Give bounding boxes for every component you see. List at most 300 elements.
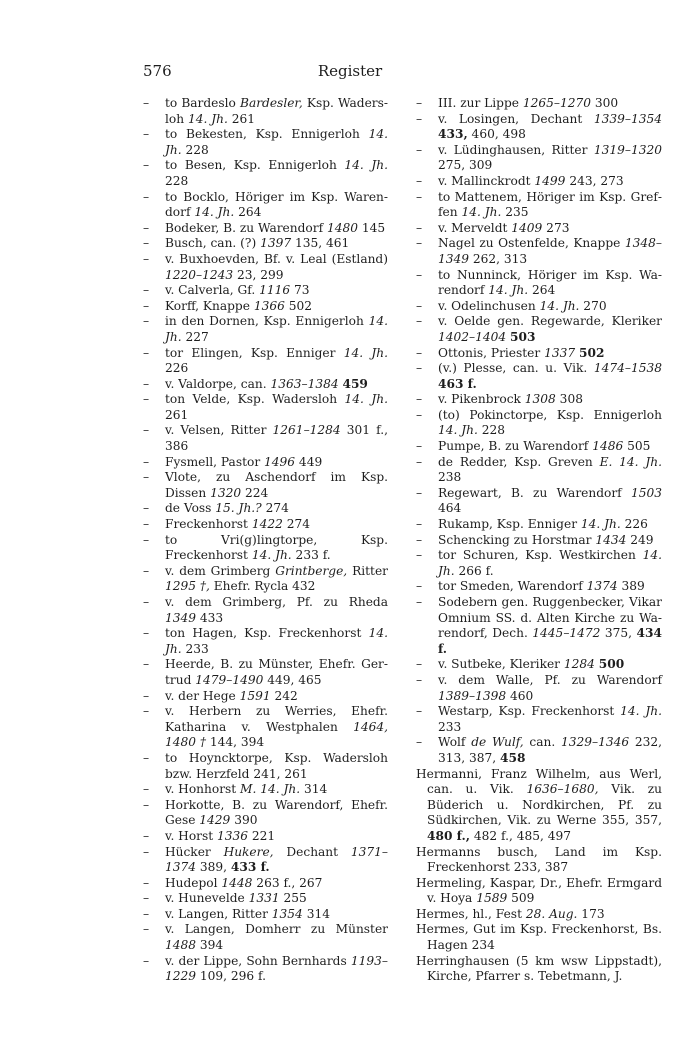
entry-dash: – [143, 704, 150, 719]
index-subentry [143, 595, 388, 626]
entry-text: tor Elingen, Ksp. Enniger [165, 345, 344, 360]
entry-bold-ref: 433 f. [230, 860, 270, 875]
entry-text: to Nunninck, Höriger im Ksp. Warendorf [438, 267, 662, 298]
entry-dash: – [416, 189, 423, 204]
entry-text: tor Smeden, Warendorf [438, 579, 587, 594]
index-subentry [416, 408, 662, 439]
index-subentry [143, 346, 388, 377]
entry-text: 242 [270, 688, 298, 703]
entry-italic-text: E. 14. Jh. [599, 454, 662, 469]
entry-italic-text: 1503 [630, 485, 662, 500]
entry-dash: – [416, 345, 423, 360]
index-subentry [416, 657, 662, 673]
entry-text: v. Calverla, Gf. [165, 283, 260, 298]
entry-dash: – [416, 173, 423, 188]
index-entry [416, 954, 662, 985]
entry-text: 264 [528, 283, 556, 298]
entry-text: v. Pikenbrock [438, 392, 525, 407]
entry-dash: – [143, 563, 150, 578]
entry-text: Dechant [273, 844, 351, 859]
index-subentry [143, 501, 388, 517]
index-entry [416, 767, 662, 845]
entry-text: 509 [507, 891, 535, 906]
entry-italic-text: 14. Jh. [165, 626, 388, 656]
entry-bold-ref: 434 f. [438, 626, 662, 656]
page-number: 576 [143, 62, 172, 80]
index-subentry [416, 190, 662, 221]
entry-dash: – [143, 844, 150, 859]
entry-dash: – [143, 423, 150, 438]
entry-text: v. dem Grimberg, Pf. zu Rheda [165, 595, 388, 609]
entry-italic-text: 14. Jh. [251, 548, 292, 563]
entry-text: Hermeling, Kaspar, Dr., Ehefr. Ermgard v. Hoya [416, 875, 662, 906]
entry-text: 228 [165, 173, 189, 188]
entry-text: 273 [542, 220, 570, 235]
index-subentry [143, 252, 388, 283]
entry-text: v. Herbern zu Werries, Ehefr. Katharina v. Westphalen [165, 704, 388, 734]
entry-text: de Redder, Ksp. Greven [438, 454, 600, 469]
entry-text: 224 [241, 485, 269, 500]
entry-dash: – [143, 127, 150, 142]
entry-text: 238 [438, 470, 462, 485]
entry-text: 314 [300, 782, 328, 797]
entry-bold-ref: 503 [510, 329, 536, 344]
index-subentry [416, 314, 662, 345]
entry-italic-text: 1349 [165, 610, 197, 625]
entry-italic-text: 1363–1384 [270, 376, 339, 391]
index-subentry [143, 377, 388, 393]
entry-text: tor Schuren, Ksp. Westkirchen [438, 548, 643, 563]
entry-dash: – [143, 96, 150, 110]
index-subentry [143, 829, 388, 845]
index-subentry [416, 112, 662, 143]
entry-text: Hermes, hl., Fest [416, 906, 526, 921]
entry-text: to Bardeslo [165, 96, 240, 110]
entry-text: 270 [579, 298, 607, 313]
entry-text: 274 [282, 517, 310, 532]
entry-text: Ritter [347, 563, 388, 578]
entry-italic-text: 14. Jh. [165, 127, 388, 157]
entry-italic-text: 1486 [592, 439, 624, 454]
index-subentry [143, 891, 388, 907]
index-subentry [416, 439, 662, 455]
entry-dash: – [143, 953, 150, 968]
index-subentry [143, 190, 388, 221]
index-subentry [143, 96, 388, 127]
index-subentry [143, 533, 388, 564]
entry-text: to Besen, Ksp. Ennigerloh [165, 158, 345, 173]
index-subentry [416, 673, 662, 704]
entry-dash: – [143, 657, 150, 672]
index-subentry [143, 798, 388, 829]
entry-text: v. dem Grimberg [165, 563, 276, 578]
entry-text: v. Oelde gen. Regewarde, Kleriker [438, 314, 662, 329]
entry-text: 375, [600, 626, 637, 641]
entry-text: can. [523, 735, 561, 750]
index-subentry [416, 517, 662, 533]
index-subentry [416, 346, 662, 362]
entry-text: 482 f., 485, 497 [469, 828, 571, 843]
entry-text: 243, 273 [565, 173, 624, 188]
entry-text: v. Lüdinghausen, Ritter [438, 142, 594, 157]
entry-text: Hermes, Gut im Ksp. Freckenhorst, Bs. Hagen 234 [416, 922, 662, 953]
index-subentry [416, 735, 662, 766]
entry-text: Sodebern gen. Ruggenbecker, Vikar Omnium SS. d. Alten Kirche zu Warendorf, Dech. [438, 595, 662, 641]
entry-italic-text: 1295 †, [165, 579, 210, 594]
entry-text: v. Horst [165, 828, 218, 843]
entry-text: v. Sutbeke, Kleriker [438, 657, 564, 672]
entry-dash: – [416, 142, 423, 157]
entry-text: Herringhausen (5 km wsw Lippstadt), Kirche, Pfarrer s. Tebetmann, J. [416, 953, 662, 984]
entry-dash: – [143, 828, 150, 843]
entry-italic-text: 1499 [534, 173, 566, 188]
entry-text: Hermanni, Franz Wilhelm, aus Werl, can. u. Vik. [416, 766, 662, 797]
index-column-left [143, 96, 388, 985]
index-entry [416, 876, 662, 907]
entry-italic-text: 1366 [253, 298, 285, 313]
index-subentry [143, 283, 388, 299]
entry-italic-text: 1429 [199, 813, 231, 828]
entry-text: v. Losingen, Dechant [438, 111, 594, 126]
entry-italic-text: 1261–1284 [272, 423, 341, 438]
entry-bold-ref: 463 f. [438, 376, 477, 391]
entry-dash: – [143, 236, 150, 251]
entry-dash: – [416, 672, 423, 687]
index-subentry [416, 143, 662, 174]
entry-dash: – [416, 298, 423, 313]
index-subentry [416, 595, 662, 657]
index-subentry [143, 922, 388, 953]
entry-italic-text: 1448 [221, 875, 253, 890]
entry-text: 109, 296 f. [196, 969, 267, 984]
entry-text: Heerde, B. zu Münster, Ehefr. Gertrud [165, 657, 388, 687]
entry-text: 314 [302, 906, 330, 921]
entry-text: to Mattenem, Höriger im Ksp. Greffen [438, 189, 662, 220]
entry-dash: – [143, 189, 150, 204]
entry-text: 449, 465 [263, 672, 322, 687]
entry-italic-text: 14. Jh. [344, 158, 388, 173]
index-subentry [143, 751, 388, 782]
entry-dash: – [143, 906, 150, 921]
entry-bold-ref: 458 [500, 750, 526, 765]
entry-text: v. Mallinckrodt [438, 173, 535, 188]
entry-text: 394 [196, 938, 224, 953]
entry-dash: – [416, 485, 423, 500]
index-subentry [416, 299, 662, 315]
index-subentry [143, 299, 388, 315]
entry-text: 263 f., 267 [252, 875, 323, 890]
index-subentry [416, 96, 662, 112]
entry-dash: – [143, 688, 150, 703]
entry-dash: – [143, 298, 150, 313]
entry-text: v. Langen, Domherr zu Münster [165, 922, 388, 937]
entry-italic-text: M. 14. Jh. [240, 782, 301, 797]
entry-italic-text: 1220–1243 [165, 267, 234, 282]
entry-text: Rukamp, Ksp. Enniger [438, 517, 581, 532]
entry-text: 226 [620, 517, 648, 532]
entry-bold-ref: 433, [438, 127, 468, 142]
entry-text: 300 [590, 96, 619, 110]
entry-dash: – [416, 595, 423, 609]
index-subentry [416, 392, 662, 408]
entry-italic-text: 1409 [511, 220, 543, 235]
entry-dash: – [416, 454, 423, 469]
entry-italic-text: 14. Jh. [438, 423, 478, 438]
entry-dash: – [416, 735, 423, 750]
entry-text: 505 [623, 439, 651, 454]
entry-italic-text: 1339–1354 [593, 111, 662, 126]
index-subentry [143, 657, 388, 688]
entry-italic-text: 14. Jh. [620, 704, 662, 719]
entry-italic-text: 1464, 1480 † [165, 719, 388, 750]
entry-italic-text: de Wulf, [471, 735, 524, 750]
entry-italic-text: 1397 [260, 236, 292, 251]
entry-text: 23, 299 [233, 267, 284, 282]
entry-dash: – [143, 782, 150, 797]
entry-italic-text: 14. Jh. [461, 205, 502, 220]
index-subentry [143, 221, 388, 237]
index-subentry [143, 392, 388, 423]
index-subentry [143, 455, 388, 471]
entry-bold-ref: 459 [342, 376, 368, 391]
entry-italic-text: 1116 [259, 283, 291, 298]
entry-dash: – [416, 548, 423, 563]
entry-text: 228 [477, 423, 506, 438]
index-subentry [143, 517, 388, 533]
entry-dash: – [416, 220, 423, 235]
entry-italic-text: 14. Jh. [580, 517, 621, 532]
entry-text: Westarp, Ksp. Freckenhorst [438, 704, 621, 719]
entry-text: v. Honhorst [165, 782, 241, 797]
entry-text: 232, 313, 387, [438, 735, 662, 765]
entry-text: v. Merveldt [438, 220, 512, 235]
entry-text: 255 [279, 891, 307, 906]
entry-italic-text: 15. Jh.? [215, 501, 262, 516]
entry-italic-text: 1265–1270 [522, 96, 591, 110]
entry-dash: – [416, 657, 423, 672]
entry-text: 433 [196, 610, 224, 625]
entry-italic-text: 1496 [264, 454, 296, 469]
index-subentry [416, 236, 662, 267]
entry-dash: – [416, 236, 423, 251]
entry-italic-text: 1389–1398 [438, 688, 507, 703]
entry-dash: – [416, 96, 423, 110]
entry-dash: – [143, 470, 150, 485]
entry-italic-text: 1371–1374 [165, 844, 389, 875]
entry-dash: – [143, 501, 150, 516]
entry-dash: – [416, 439, 423, 454]
entry-italic-text: 1329–1346 [560, 735, 630, 750]
entry-text: 145 [358, 220, 386, 235]
index-column-right [416, 96, 662, 985]
entry-text: 233 f. [291, 548, 331, 563]
entry-italic-text: 1434 [595, 532, 627, 547]
entry-text: 173 [577, 906, 605, 921]
entry-italic-text: 1480 [326, 220, 358, 235]
entry-italic-text: 1636–1680, [526, 782, 599, 797]
index-subentry [416, 221, 662, 237]
entry-text: v. der Hege [165, 688, 240, 703]
index-subentry [143, 470, 388, 501]
entry-text: Regewart, B. zu Warendorf [438, 485, 631, 500]
entry-text: 228 [181, 142, 209, 157]
entry-text: v. Odelinchusen [438, 298, 540, 313]
entry-italic-text: 1402–1404 [438, 329, 507, 344]
index-subentry [416, 268, 662, 299]
index-subentry [143, 626, 388, 657]
entry-text: 301 f., 386 [165, 423, 388, 454]
index-subentry [416, 579, 662, 595]
entry-dash: – [416, 361, 423, 376]
entry-text: 460 [506, 688, 534, 703]
entry-text: to Bocklo, Höriger im Ksp. Warendorf [165, 189, 388, 220]
entry-text: Vlote, zu Aschendorf im Ksp. Dissen [165, 470, 388, 500]
entry-italic-text: 1474–1538 [593, 361, 662, 376]
entry-text: de Voss [165, 501, 216, 516]
entry-italic-text: 1336 [217, 828, 249, 843]
entry-text: v. Hunevelde [165, 891, 249, 906]
entry-italic-text: 1591 [239, 688, 271, 703]
entry-italic-text: 1354 [271, 906, 303, 921]
index-subentry [143, 782, 388, 798]
entry-text: Korff, Knappe [165, 298, 254, 313]
index-subentry [143, 314, 388, 345]
entry-dash: – [143, 376, 150, 391]
entry-text: Vik. zu Büderich u. Nordkirchen, Pf. zu Südkirchen, Vik. zu Werne 355, 357, [427, 782, 663, 828]
entry-text: 144, 394 [205, 735, 265, 750]
entry-italic-text: 14. Jh. [165, 314, 388, 344]
entry-dash: – [416, 579, 423, 594]
entry-dash: – [143, 922, 150, 937]
entry-bold-ref: 480 f., [427, 828, 470, 843]
entry-italic-text: 1319–1320 [593, 142, 662, 157]
entry-italic-text: Grintberge, [275, 563, 348, 578]
entry-text: Wolf [438, 735, 472, 750]
entry-text: 266 f. [454, 563, 494, 578]
entry-text: 233 [438, 719, 462, 734]
entry-text: in den Dornen, Ksp. Ennigerloh [165, 314, 369, 329]
entry-text: Horkotte, B. zu Warendorf, Ehefr. Gese [165, 797, 388, 828]
entry-dash: – [143, 891, 150, 906]
entry-dash: – [416, 704, 423, 719]
entry-italic-text: 14. Jh. [343, 345, 388, 360]
entry-dash: – [143, 220, 150, 235]
entry-text: Ehefr. Rycla 432 [209, 579, 316, 594]
entry-text: Freckenhorst [165, 517, 252, 532]
entry-text: 460, 498 [467, 127, 526, 142]
entry-dash: – [143, 532, 150, 547]
entry-dash: – [416, 314, 423, 329]
entry-dash: – [416, 267, 423, 282]
entry-text: 261 [165, 407, 189, 422]
entry-dash: – [143, 158, 150, 173]
entry-italic-text: 14. Jh. [488, 283, 529, 298]
entry-text: v. Langen, Ritter [165, 906, 272, 921]
entry-italic-text: 1374 [586, 579, 618, 594]
entry-dash: – [143, 392, 150, 407]
entry-text: 502 [284, 298, 312, 313]
entry-text: 464 [438, 501, 462, 516]
entry-text: Ksp. Wadersloh [165, 96, 388, 126]
entry-dash: – [416, 392, 423, 407]
entry-dash: – [416, 532, 423, 547]
entry-text: 73 [290, 283, 310, 298]
index-subentry [416, 548, 662, 579]
entry-dash: – [143, 454, 150, 469]
entry-italic-text: Hukere, [223, 844, 274, 859]
entry-italic-text: Bardesler, [240, 96, 303, 110]
entry-text: 449 [295, 454, 323, 469]
entry-italic-text: 1348–1349 [438, 236, 662, 266]
index-subentry [143, 564, 388, 595]
entry-text: to Bekesten, Ksp. Ennigerloh [165, 127, 369, 142]
entry-text: 275, 309 [438, 158, 493, 173]
entry-text: v. Velsen, Ritter [165, 423, 273, 438]
entry-italic-text: 1308 [524, 392, 556, 407]
entry-text: Fysmell, Pastor [165, 454, 265, 469]
entry-italic-text: 14. Jh. [539, 298, 580, 313]
entry-text: Ottonis, Priester [438, 345, 545, 360]
entry-text: v. der Lippe, Sohn Bernhards [165, 953, 351, 968]
entry-dash: – [416, 111, 423, 126]
entry-text: 389, [196, 860, 231, 875]
running-head: Register [317, 62, 383, 80]
entry-text: (to) Pokinctorpe, Ksp. Ennigerloh [438, 407, 662, 422]
index-subentry [143, 954, 388, 985]
index-subentry [143, 704, 388, 751]
index-subentry [416, 704, 662, 735]
entry-dash: – [143, 314, 150, 329]
entry-text: Nagel zu Ostenfelde, Knappe [438, 236, 625, 251]
index-entry [416, 845, 662, 876]
entry-text: v. dem Walle, Pf. zu Warendorf [438, 672, 662, 687]
entry-text: ton Velde, Ksp. Wadersloh [165, 392, 345, 407]
entry-text: Busch, can. (?) [165, 236, 261, 251]
entry-text: Bodeker, B. zu Warendorf [165, 220, 327, 235]
entry-dash: – [143, 797, 150, 812]
entry-text: 233 [181, 641, 209, 656]
entry-text: 308 [555, 392, 583, 407]
entry-dash: – [143, 345, 150, 360]
entry-italic-text: 1320 [210, 485, 242, 500]
entry-italic-text: 14. Jh. [187, 111, 228, 126]
index-subentry [143, 423, 388, 454]
entry-dash: – [416, 407, 423, 422]
entry-text: Pumpe, B. zu Warendorf [438, 439, 593, 454]
entry-text: 264 [234, 205, 262, 220]
entry-italic-text: 1445–1472 [532, 626, 601, 641]
entry-bold-ref: 502 [578, 345, 605, 360]
entry-italic-text: 1284 [563, 657, 595, 672]
entry-italic-text: 1488 [165, 938, 197, 953]
entry-text: 226 [165, 361, 189, 376]
entry-text: to Hoyncktorpe, Ksp. Wadersloh bzw. Herzfeld 241, 261 [165, 750, 388, 781]
index-subentry [143, 876, 388, 892]
entry-text: 274 [261, 501, 289, 516]
entry-dash: – [143, 283, 150, 298]
entry-text: 389 [617, 579, 645, 594]
index-subentry [143, 845, 388, 876]
entry-text: 262, 313 [469, 251, 528, 266]
index-subentry [143, 236, 388, 252]
entry-text: ton Hagen, Ksp. Freckenhorst [165, 626, 369, 641]
entry-text: v. Valdorpe, can. [165, 376, 271, 391]
entry-text: 135, 461 [291, 236, 350, 251]
index-subentry [416, 455, 662, 486]
entry-dash: – [143, 750, 150, 765]
index-subentry [416, 174, 662, 190]
entry-dash: – [143, 626, 150, 641]
